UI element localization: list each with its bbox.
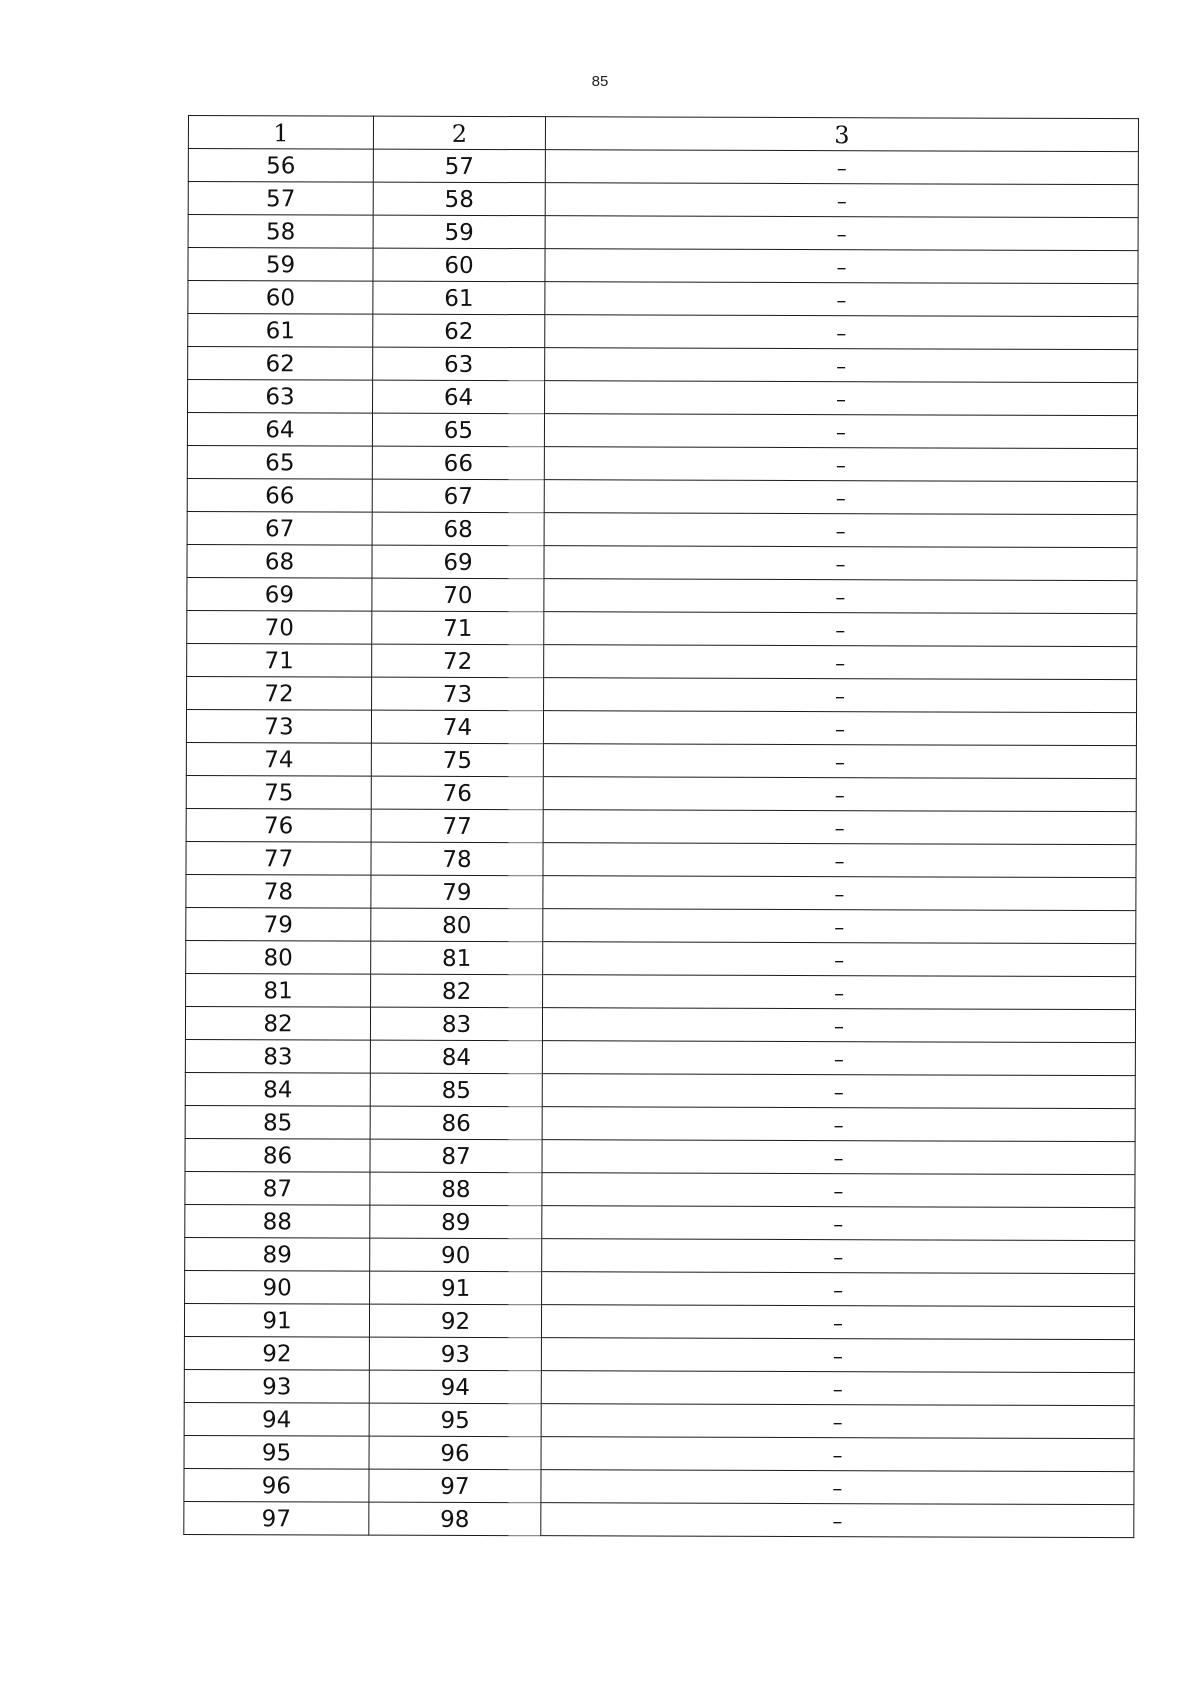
table-cell-col-3: – [543,810,1136,845]
table-cell-col-2: 88 [370,1172,542,1206]
table-cell-col-1: 73 [186,709,371,743]
table-cell-col-1: 59 [188,248,373,282]
table-cell-col-1: 88 [185,1204,370,1238]
table-cell-col-2: 80 [371,908,543,942]
table-cell-col-1: 58 [188,215,373,249]
table-row [184,1369,1134,1405]
table-cell-col-2: 94 [369,1370,541,1404]
table-cell-col-1: 62 [188,347,373,381]
table-cell-col-2: 63 [373,347,545,381]
table-row [188,182,1138,218]
table-cell-col-1: 97 [184,1501,369,1535]
table-cell-col-2: 98 [369,1502,541,1536]
table-cell-col-1: 85 [185,1105,370,1139]
table-cell-col-3: – [545,315,1138,350]
table-cell-col-1: 89 [185,1237,370,1271]
table-cell-col-1: 57 [188,182,373,216]
table-cell-col-2: 73 [372,677,544,711]
table-row [188,347,1138,383]
table-row [187,676,1137,712]
table-cell-col-3: – [542,1239,1135,1274]
table-row [186,742,1136,778]
data-table [183,115,1139,1538]
table-row [188,281,1138,317]
table-row [186,973,1136,1009]
table-cell-col-3: – [545,216,1138,251]
table-row [185,1204,1135,1240]
table-cell-col-1: 82 [185,1006,370,1040]
table-row [186,808,1136,844]
table-cell-col-2: 65 [372,413,544,447]
table-cell-col-1: 66 [187,478,372,512]
table-cell-col-3: – [544,513,1137,548]
table-cell-col-2: 70 [372,578,544,612]
table-cell-col-1: 91 [184,1303,369,1337]
table-row [186,775,1136,811]
table-cell-col-2: 57 [373,149,545,183]
table-cell-col-3: – [545,282,1138,317]
table-cell-col-1: 87 [185,1171,370,1205]
table-cell-col-2: 82 [371,974,543,1008]
table-cell-col-2: 90 [370,1238,542,1272]
table-cell-col-1: 94 [184,1402,369,1436]
table-cell-col-3: – [541,1338,1134,1373]
table-cell-col-1: 75 [186,775,371,809]
table-row [187,445,1137,481]
table-cell-col-3: – [542,1041,1135,1076]
table-cell-col-3: – [544,579,1137,614]
column-header-2: 2 [373,116,545,150]
table-cell-col-1: 78 [186,874,371,908]
table-cell-col-3: – [544,480,1137,515]
table-row [186,841,1136,877]
table-cell-col-2: 76 [371,776,543,810]
table-cell-col-1: 93 [184,1369,369,1403]
table-row [184,1435,1134,1471]
table-cell-col-2: 89 [370,1205,542,1239]
table-cell-col-3: – [543,711,1136,746]
table-row [185,1138,1135,1174]
table-cell-col-2: 68 [372,512,544,546]
table-cell-col-1: 86 [185,1138,370,1172]
table-row [185,1105,1135,1141]
table-cell-col-1: 64 [187,413,372,447]
table-cell-col-3: – [544,414,1137,449]
table-cell-col-1: 90 [185,1270,370,1304]
table-cell-col-3: – [543,843,1136,878]
table-cell-col-3: – [543,744,1136,779]
table-row [187,643,1137,679]
table-row [185,1006,1135,1042]
table-cell-col-3: – [541,1371,1134,1406]
table-cell-col-3: – [542,1140,1135,1175]
table-cell-col-3: – [543,909,1136,944]
table-cell-col-1: 95 [184,1435,369,1469]
table-cell-col-2: 86 [370,1106,542,1140]
table-cell-col-3: – [543,942,1136,977]
table-row [185,1237,1135,1273]
table-row [185,1072,1135,1108]
column-header-1: 1 [188,116,373,150]
table-cell-col-2: 66 [372,446,544,480]
table-cell-col-1: 63 [188,380,373,414]
table-cell-col-2: 84 [370,1040,542,1074]
table-cell-col-1: 79 [186,907,371,941]
table-row [185,1270,1135,1306]
table-cell-col-2: 67 [372,479,544,513]
table-cell-col-1: 60 [188,281,373,315]
table-cell-col-3: – [541,1404,1134,1439]
table-cell-col-3: – [541,1437,1134,1472]
table-cell-col-2: 93 [369,1337,541,1371]
table-cell-col-3: – [544,678,1137,713]
table-cell-col-2: 74 [371,710,543,744]
table-row [188,248,1138,284]
table-cell-col-3: – [542,1173,1135,1208]
table-cell-col-2: 92 [369,1304,541,1338]
table-cell-col-1: 67 [187,511,372,545]
table-cell-col-2: 95 [369,1403,541,1437]
table-cell-col-3: – [545,183,1138,218]
table-cell-col-3: – [545,249,1138,284]
table-cell-col-2: 79 [371,875,543,909]
table-body [184,116,1139,1538]
column-header-3: 3 [545,117,1138,152]
table-row [184,1402,1134,1438]
table-row [188,314,1138,350]
table-row [187,577,1137,613]
table-row [184,1303,1134,1339]
table-cell-col-1: 80 [186,940,371,974]
table-cell-col-2: 77 [371,809,543,843]
table-row [185,1171,1135,1207]
table-cell-col-2: 64 [373,380,545,414]
table-cell-col-1: 71 [187,643,372,677]
table-row [184,1336,1134,1372]
table-cell-col-2: 59 [373,215,545,249]
table-cell-col-3: – [543,876,1136,911]
table-cell-col-3: – [542,1008,1135,1043]
table-row [184,1501,1134,1537]
table-cell-col-2: 60 [373,248,545,282]
table-cell-col-3: – [544,645,1137,680]
table-cell-col-1: 74 [186,742,371,776]
table-row [186,709,1136,745]
table-cell-col-3: – [542,1206,1135,1241]
table-cell-col-1: 77 [186,841,371,875]
table-row [184,1468,1134,1504]
table-cell-col-2: 87 [370,1139,542,1173]
table-cell-col-1: 69 [187,577,372,611]
table-cell-col-2: 83 [370,1007,542,1041]
table-cell-col-1: 81 [186,973,371,1007]
table-row [188,149,1138,185]
table-cell-col-1: 56 [188,149,373,183]
table-row [186,940,1136,976]
table-row [188,215,1138,251]
table-cell-col-3: – [545,348,1138,383]
table-row [187,544,1137,580]
table-cell-col-3: – [542,1272,1135,1307]
page-number: 85 [591,73,609,90]
table-cell-col-1: 96 [184,1468,369,1502]
table-cell-col-2: 81 [371,941,543,975]
table-cell-col-1: 84 [185,1072,370,1106]
table-row [188,380,1138,416]
table-cell-col-2: 61 [373,281,545,315]
table-cell-col-3: – [545,150,1138,185]
table-cell-col-1: 83 [185,1039,370,1073]
table-cell-col-2: 58 [373,182,545,216]
table-cell-col-3: – [543,975,1136,1010]
table-row [187,511,1137,547]
table-row [185,1039,1135,1075]
table-cell-col-2: 91 [370,1271,542,1305]
table-cell-col-3: – [541,1305,1134,1340]
table-cell-col-2: 96 [369,1436,541,1470]
table-cell-col-2: 69 [372,545,544,579]
table-cell-col-2: 72 [372,644,544,678]
table-cell-col-3: – [544,447,1137,482]
table-cell-col-1: 92 [184,1336,369,1370]
table-cell-col-3: – [543,777,1136,812]
table-row [186,874,1136,910]
table-row [187,610,1137,646]
table-cell-col-1: 70 [187,610,372,644]
table-cell-col-1: 65 [187,445,372,479]
table-row [187,413,1137,449]
table-cell-col-2: 75 [371,743,543,777]
table-cell-col-3: – [541,1503,1134,1538]
table-row [187,478,1137,514]
table-row [186,907,1136,943]
table-cell-col-1: 68 [187,544,372,578]
table-cell-col-3: – [541,1470,1134,1505]
table-cell-col-1: 72 [187,676,372,710]
table-header-row [188,116,1138,152]
table-cell-col-2: 71 [372,611,544,645]
table-cell-col-1: 76 [186,808,371,842]
table-cell-col-2: 97 [369,1469,541,1503]
table-cell-col-2: 78 [371,842,543,876]
table-cell-col-3: – [542,1107,1135,1142]
table-cell-col-2: 85 [370,1073,542,1107]
table-cell-col-3: – [544,612,1137,647]
table-cell-col-2: 62 [373,314,545,348]
table-cell-col-1: 61 [188,314,373,348]
table-cell-col-3: – [545,381,1138,416]
table-cell-col-3: – [544,546,1137,581]
table-cell-col-3: – [542,1074,1135,1109]
